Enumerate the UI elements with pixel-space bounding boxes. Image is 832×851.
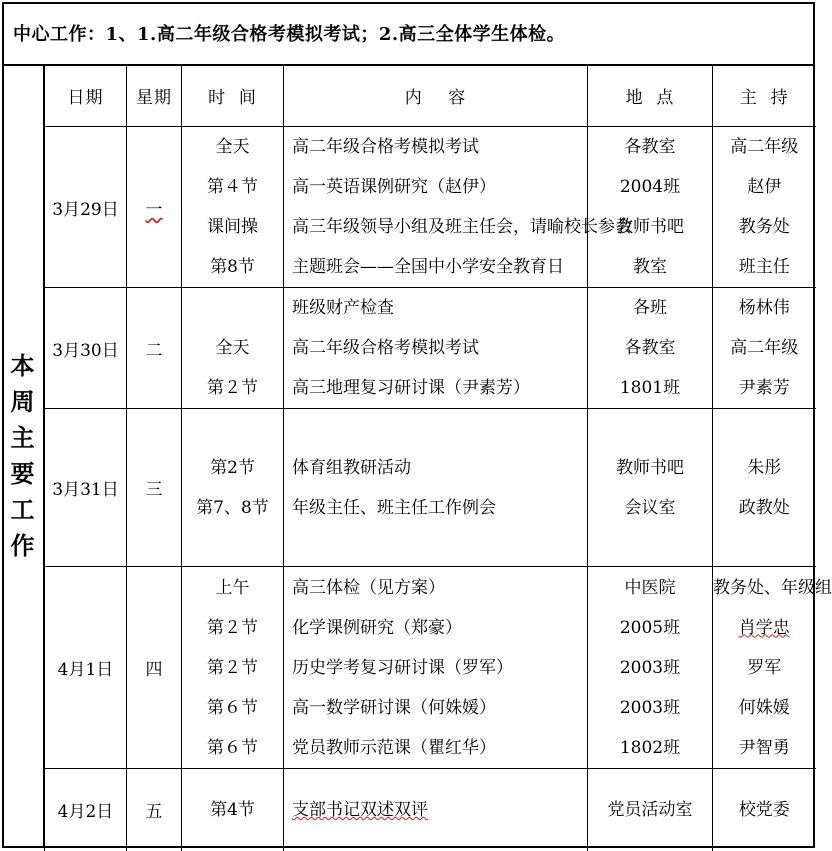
cell-host bbox=[713, 127, 816, 288]
day-row bbox=[45, 567, 816, 769]
item-time: 第２节 bbox=[207, 617, 258, 638]
place-list bbox=[588, 127, 712, 287]
item-content-text: 支部书记双述双评 bbox=[292, 799, 428, 820]
place-list bbox=[588, 568, 712, 768]
item-place: 教室 bbox=[633, 257, 667, 277]
item-place: 党员活动室 bbox=[607, 799, 693, 820]
day-date: 4月1日 bbox=[45, 567, 127, 769]
day-date: 3月30日 bbox=[45, 288, 127, 409]
item-content bbox=[284, 790, 587, 830]
item-host: 尹素芳 bbox=[738, 378, 790, 398]
weekday-label: 一 bbox=[145, 199, 163, 220]
day-date: 4月2日 bbox=[45, 769, 127, 851]
item-content: 历史学考复习研讨课（罗军） bbox=[292, 657, 513, 678]
side-label-char: 作 bbox=[10, 531, 35, 560]
host-list bbox=[713, 288, 816, 408]
item-host: 何姝媛 bbox=[738, 697, 790, 718]
item-content: 体育组教研活动 bbox=[292, 457, 411, 478]
item-place: 各班 bbox=[633, 298, 667, 318]
item-place: 2003班 bbox=[619, 697, 681, 718]
item-host: 校党委 bbox=[738, 799, 790, 820]
weekday-label: 四 bbox=[145, 660, 163, 680]
item-time: 第7、8节 bbox=[196, 497, 269, 518]
item-place: 各教室 bbox=[624, 338, 676, 358]
day-weekday bbox=[127, 409, 182, 567]
item-time bbox=[182, 288, 283, 328]
item-host: 尹智勇 bbox=[738, 737, 790, 758]
item-content: 高一英语课例研究（赵伊） bbox=[292, 177, 496, 197]
content-list bbox=[284, 448, 587, 528]
cell-place bbox=[588, 769, 713, 851]
item-time: 第６节 bbox=[207, 737, 258, 758]
time-list bbox=[182, 790, 283, 830]
day-date: 3月29日 bbox=[45, 127, 127, 288]
content-list bbox=[284, 127, 632, 287]
content-list bbox=[284, 288, 587, 408]
side-label-char: 主 bbox=[10, 423, 35, 452]
item-host: 高二年级 bbox=[730, 338, 799, 358]
item-content: 高二年级合格考模拟考试 bbox=[292, 338, 479, 358]
item-host: 朱彤 bbox=[747, 457, 782, 478]
item-place: 2005班 bbox=[619, 617, 681, 638]
item-time: 全天 bbox=[215, 338, 250, 358]
item-host bbox=[713, 608, 816, 648]
cell-place bbox=[588, 567, 713, 769]
day-weekday bbox=[127, 288, 182, 409]
host-list bbox=[713, 127, 816, 287]
host-list bbox=[713, 568, 832, 768]
column-header-content: 内 容 bbox=[284, 64, 588, 127]
item-time: 第４节 bbox=[207, 177, 258, 197]
item-content: 高一数学研讨课（何姝媛） bbox=[292, 697, 496, 718]
host-list bbox=[713, 790, 816, 830]
item-content: 高三体检（见方案） bbox=[292, 577, 445, 598]
item-host-text: 肖学忠 bbox=[738, 617, 790, 638]
side-label bbox=[2, 64, 44, 848]
column-header-host: 主 持 bbox=[713, 64, 816, 127]
time-list bbox=[182, 127, 283, 287]
column-header-place: 地 点 bbox=[588, 64, 713, 127]
time-list bbox=[182, 568, 283, 768]
item-content: 高三年级领导小组及班主任会，请喻校长参会 bbox=[292, 217, 632, 237]
cell-time bbox=[182, 127, 284, 288]
host-list bbox=[713, 448, 816, 528]
item-content: 主题班会——全国中小学安全教育日 bbox=[292, 257, 564, 277]
item-place: 教师书吧 bbox=[616, 217, 684, 237]
item-content: 班级财产检查 bbox=[292, 298, 394, 318]
item-time: 第2节 bbox=[210, 457, 255, 478]
cell-time bbox=[182, 769, 284, 851]
side-label-char: 周 bbox=[10, 387, 35, 416]
item-time: 第６节 bbox=[207, 697, 258, 718]
item-place: 会议室 bbox=[624, 497, 676, 518]
item-host: 赵伊 bbox=[747, 177, 782, 197]
content-list bbox=[284, 790, 587, 830]
cell-place bbox=[588, 127, 713, 288]
cell-content bbox=[284, 127, 632, 288]
item-content: 党员教师示范课（瞿红华） bbox=[292, 737, 496, 758]
cell-time bbox=[182, 288, 284, 409]
day-row bbox=[45, 288, 816, 409]
item-content: 高三地理复习研讨课（尹素芳） bbox=[292, 378, 530, 398]
cell-content bbox=[284, 567, 588, 769]
item-place: 中医院 bbox=[624, 577, 676, 598]
item-host: 杨林伟 bbox=[738, 298, 790, 318]
side-label-char: 要 bbox=[10, 459, 35, 488]
item-place: 2004班 bbox=[619, 177, 681, 197]
cell-host bbox=[713, 288, 816, 409]
day-weekday bbox=[127, 127, 182, 288]
item-place: 1801班 bbox=[619, 378, 681, 398]
cell-host bbox=[713, 567, 832, 769]
cell-content bbox=[284, 769, 588, 851]
item-content: 高二年级合格考模拟考试 bbox=[292, 137, 479, 157]
item-host: 高二年级 bbox=[730, 137, 799, 157]
item-time: 第8节 bbox=[210, 257, 255, 277]
column-header-time: 时 间 bbox=[182, 64, 284, 127]
column-header-weekday: 星期 bbox=[127, 64, 182, 127]
day-row bbox=[45, 409, 816, 567]
time-list bbox=[182, 448, 283, 528]
item-place: 2003班 bbox=[619, 657, 681, 678]
day-weekday bbox=[127, 567, 182, 769]
cell-place bbox=[588, 409, 713, 567]
item-place: 1802班 bbox=[619, 737, 681, 758]
cell-host bbox=[713, 769, 816, 851]
header-title: 中心工作：1、1.高二年级合格考模拟考试；2.高三全体学生体检。 bbox=[2, 2, 815, 66]
item-host: 政教处 bbox=[738, 497, 790, 518]
day-row bbox=[45, 127, 816, 288]
cell-time bbox=[182, 567, 284, 769]
cell-content bbox=[284, 288, 588, 409]
day-row bbox=[45, 769, 816, 851]
item-place: 教师书吧 bbox=[616, 457, 684, 478]
cell-place bbox=[588, 288, 713, 409]
item-host: 班主任 bbox=[738, 257, 790, 277]
item-time: 课间操 bbox=[207, 217, 258, 237]
item-host: 教务处、年级组 bbox=[713, 577, 832, 598]
place-list bbox=[588, 448, 712, 528]
item-time: 第２节 bbox=[207, 657, 258, 678]
weekday-label: 五 bbox=[145, 802, 163, 823]
item-content: 化学课例研究（郑豪） bbox=[292, 617, 462, 638]
day-weekday bbox=[127, 769, 182, 851]
item-time: 全天 bbox=[215, 137, 250, 157]
item-content: 年级主任、班主任工作例会 bbox=[292, 497, 496, 518]
day-date: 3月31日 bbox=[45, 409, 127, 567]
content-list bbox=[284, 568, 587, 768]
cell-time bbox=[182, 409, 284, 567]
item-place: 各教室 bbox=[624, 137, 676, 157]
header-row bbox=[45, 64, 816, 127]
column-header-date: 日期 bbox=[45, 64, 127, 127]
cell-content bbox=[284, 409, 588, 567]
side-label-char: 工 bbox=[10, 495, 35, 524]
schedule-table bbox=[44, 64, 832, 851]
cell-host bbox=[713, 409, 816, 567]
place-list bbox=[588, 790, 712, 830]
weekday-label: 三 bbox=[145, 480, 163, 500]
item-host: 罗军 bbox=[747, 657, 782, 678]
item-time: 第4节 bbox=[210, 799, 255, 820]
time-list bbox=[182, 288, 283, 408]
item-host: 教务处 bbox=[738, 217, 790, 237]
weekday-label: 二 bbox=[145, 340, 163, 361]
side-label-char: 本 bbox=[10, 351, 35, 380]
item-time: 第２节 bbox=[207, 378, 258, 398]
item-time: 上午 bbox=[215, 577, 250, 598]
place-list bbox=[588, 288, 712, 408]
